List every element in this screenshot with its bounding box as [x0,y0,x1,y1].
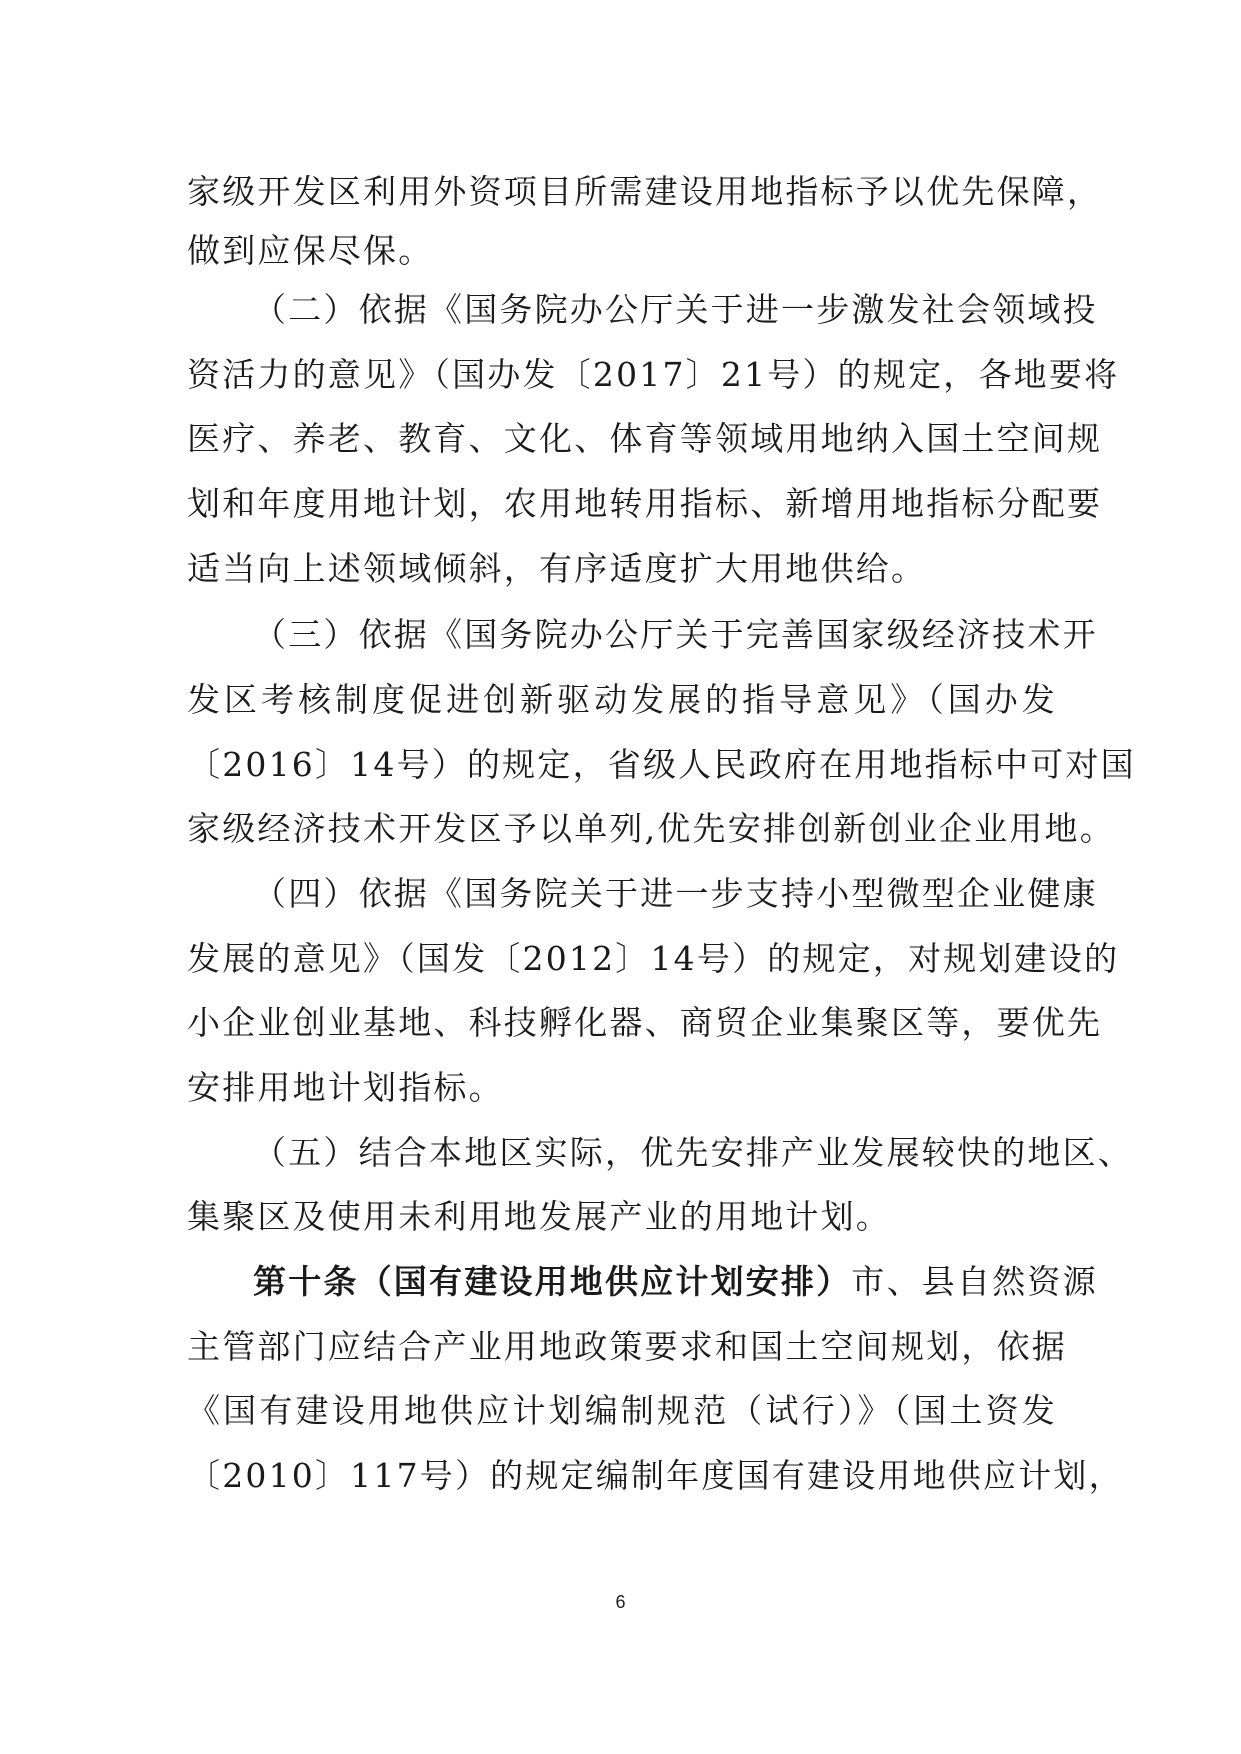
paragraph-line: 〔2010〕117号）的规定编制年度国有建设用地供应计划， [187,1456,1124,1495]
paragraph-line: 发展的意见》（国发〔2012〕14号）的规定，对规划建设的 [187,939,1120,978]
paragraph-line: 资活力的意见》（国办发〔2017〕21号）的规定，各地要将 [187,355,1120,394]
paragraph-line: （二）依据《国务院办公厅关于进一步激发社会领域投 [253,290,1098,329]
paragraph-line: 集聚区及使用未利用地发展产业的用地计划。 [187,1197,891,1236]
paragraph-line: 〔2016〕14号）的规定，省级人民政府在用地指标中可对国 [187,745,1136,784]
paragraph-line: 安排用地计划指标。 [187,1068,504,1107]
paragraph-line: 《国有建设用地供应计划编制规范（试行）》（国土资发 [187,1391,1057,1430]
paragraph-line: （四）依据《国务院关于进一步支持小型微型企业健康 [253,874,1098,913]
paragraph-line: 医疗、养老、教育、文化、体育等领域用地纳入国土空间规 [187,419,1103,458]
article-first-line [253,1262,1098,1302]
article-heading: 第十条（国有建设用地供应计划安排） [253,1262,852,1301]
paragraph-line: 做到应保尽保。 [187,231,434,270]
article-text: 市、县自然资源 [851,1262,1098,1301]
paragraph-line: 家级经济技术开发区予以单列,优先安排创新创业企业用地。 [187,809,1115,848]
paragraph-line: （三）依据《国务院办公厅关于完善国家级经济技术开 [253,615,1098,654]
paragraph-line: （五）结合本地区实际，优先安排产业发展较快的地区、 [253,1133,1133,1172]
paragraph-line: 发区考核制度促进创新驱动发展的指导意见》（国办发 [187,680,1057,719]
paragraph-line: 划和年度用地计划，农用地转用指标、新增用地指标分配要 [187,484,1103,523]
paragraph-line: 适当向上述领域倾斜，有序适度扩大用地供给。 [187,549,927,588]
paragraph-line: 家级开发区利用外资项目所需建设用地指标予以优先保障， [187,172,1103,211]
page-number: 6 [615,1592,626,1612]
paragraph-line: 小企业创业基地、科技孵化器、商贸企业集聚区等，要优先 [187,1003,1103,1042]
paragraph-line: 主管部门应结合产业用地政策要求和国土空间规划，依据 [187,1327,1067,1366]
